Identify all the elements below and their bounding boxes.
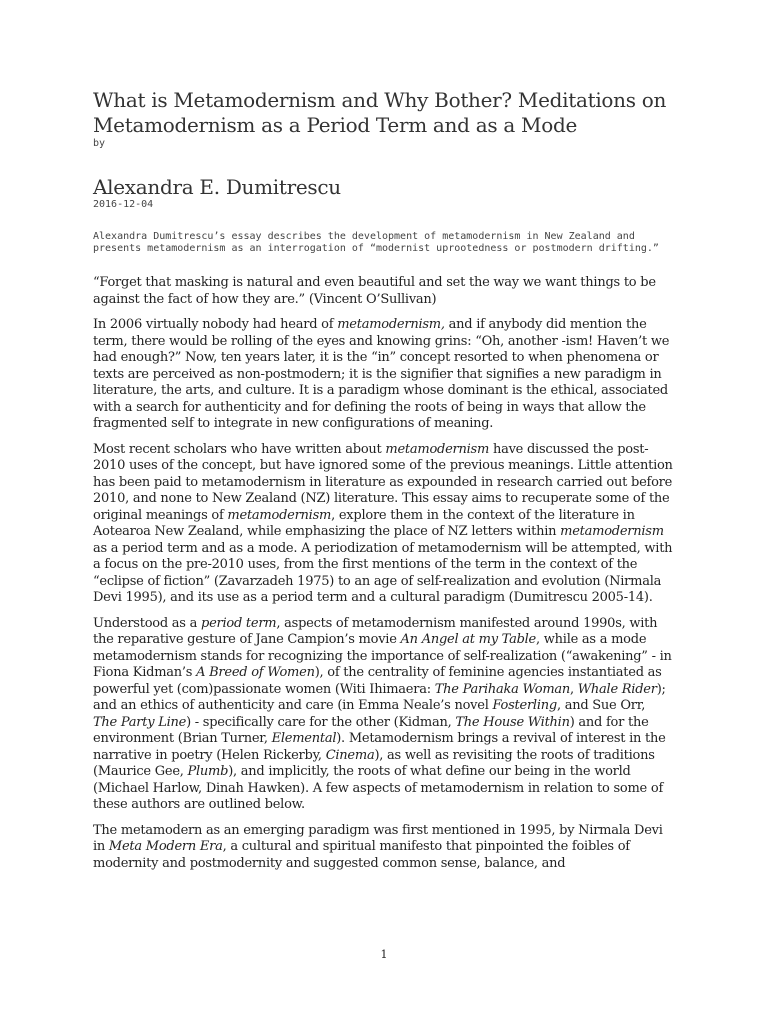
text-run: ). Metamodernism brings a revival of interest in the narrative in poetry (Helen Rickerby, — [93, 731, 666, 763]
italic-text: Cinema — [325, 747, 375, 763]
italic-text: The Party Line — [93, 714, 187, 730]
text-run: , a cultural and spiritual manifesto that pinpointed the foibles of modernity and postmodernity and suggested common sense, balance, and — [93, 839, 630, 871]
text-run: have discussed the post-2010 uses of the concept, but have ignored some of the previous meanings. Little attention has been paid to metamodernism in literature as expounded in research carried out before 2010, and none to New Zealand (NZ) literature. This essay aims to recuperate some of the original meanings of — [93, 441, 673, 523]
italic-text: Meta Modern Era — [108, 839, 223, 854]
abstract: Alexandra Dumitrescu’s essay describes the development of metamodernism in New Zealand and presents metamodernism as an interrogation of “modernist uprootedness or postmodern drifting.” — [93, 231, 659, 254]
body-paragraph — [93, 317, 673, 433]
body-paragraph — [93, 442, 673, 607]
italic-text: metamodernism — [227, 507, 332, 523]
author-name: Alexandra E. Dumitrescu — [93, 175, 341, 199]
publication-date: 2016-12-04 — [93, 199, 154, 210]
italic-text: period term — [201, 615, 277, 631]
italic-text: An Angel at my Table — [400, 632, 537, 647]
text-run: , explore them in the context of the literature in Aotearoa New Zealand, while emphasizing the place of NZ letters within — [93, 507, 635, 539]
italic-text: Fosterling — [492, 698, 557, 713]
body-paragraph — [93, 823, 673, 873]
italic-text: A Breed of Women — [196, 665, 315, 680]
italic-text: Elemental — [271, 731, 337, 746]
document-title: What is Metamodernism and Why Bother? Meditations on Metamodernism as a Period Term and as a Mode — [93, 88, 667, 137]
by-label: by — [93, 138, 106, 149]
text-run: ), and implicitly, the roots of what define our being in the world (Michael Harlow, Dinah Hawken). A few aspects of metamodernism in relation to some of these authors are outlined below. — [93, 764, 664, 812]
text-run: In 2006 virtually nobody had heard of — [93, 317, 338, 332]
text-run: Understood as a — [93, 615, 201, 631]
body-paragraph — [93, 616, 673, 814]
text-run: ) and for the environment (Brian Turner, — [93, 714, 649, 746]
text-run: ) - specifically care for the other (Kidman, — [186, 714, 456, 730]
italic-text: The Parihaka Woman — [434, 681, 571, 697]
text-run: , — [570, 681, 578, 697]
italic-text: Plumb — [187, 764, 229, 779]
text-run: ); and an ethics of authenticity and care (in Emma Neale’s novel — [93, 681, 666, 713]
document-page — [93, 88, 673, 872]
text-run: The metamodern as an emerging paradigm was first mentioned in 1995, by Nirmala Devi in — [93, 822, 663, 854]
italic-text: Whale Rider — [577, 681, 657, 697]
text-run: , while as a mode metamodernism stands for recognizing the importance of self-realization (“awakening” - in Fiona Kidman’s — [93, 632, 672, 680]
page-number: 1 — [380, 948, 388, 961]
italic-text: metamodernism — [560, 524, 664, 539]
epigraph: “Forget that masking is natural and even beautiful and set the way we want things to be against the fact of how they are.” (Vincent O’Sullivan) — [93, 275, 656, 307]
italic-text: metamodernism, — [337, 317, 445, 332]
text-run: and if anybody did mention the term, there would be rolling of the eyes and knowing grins: “Oh, another -ism! Haven’t we had enough?” Now, ten years later, it is the “in” concept resorted to when phenomena or texts are perceived as non-postmodern; it is the signifier that signifies a new paradigm in literature, the arts, and culture. It is a paradigm whose dominant is the ethical, associated with a search for authenticity and for defining the roots of being in ways that allow the fragmented self to integrate in new configurations of meaning. — [93, 317, 670, 431]
text-run: , aspects of metamodernism manifested around 1990s, with the reparative gesture of Jane Campion’s movie — [93, 615, 658, 647]
text-run: Most recent scholars who have written about — [93, 441, 386, 457]
italic-text: The House Within — [455, 714, 570, 730]
italic-text: metamodernism — [385, 441, 490, 457]
text-run: as a period term and as a mode. A periodization of metamodernism will be attempted, with a focus on the pre-2010 uses, from the first mentions of the term in the context of the “eclipse of fiction” (Zavarzadeh 1975) to an age of self-realization and evolution (Nirmala Devi 1995), and its use as a period term and a cultural paradigm (Dumitrescu 2005-14). — [93, 540, 673, 605]
text-run: ), of the centrality of feminine agencies instantiated as powerful yet (com)passionate women (Witi Ihimaera: — [93, 665, 662, 697]
text-run: , and Sue Orr, — [556, 698, 646, 713]
text-run: ), as well as revisiting the roots of traditions (Maurice Gee, — [93, 747, 655, 779]
